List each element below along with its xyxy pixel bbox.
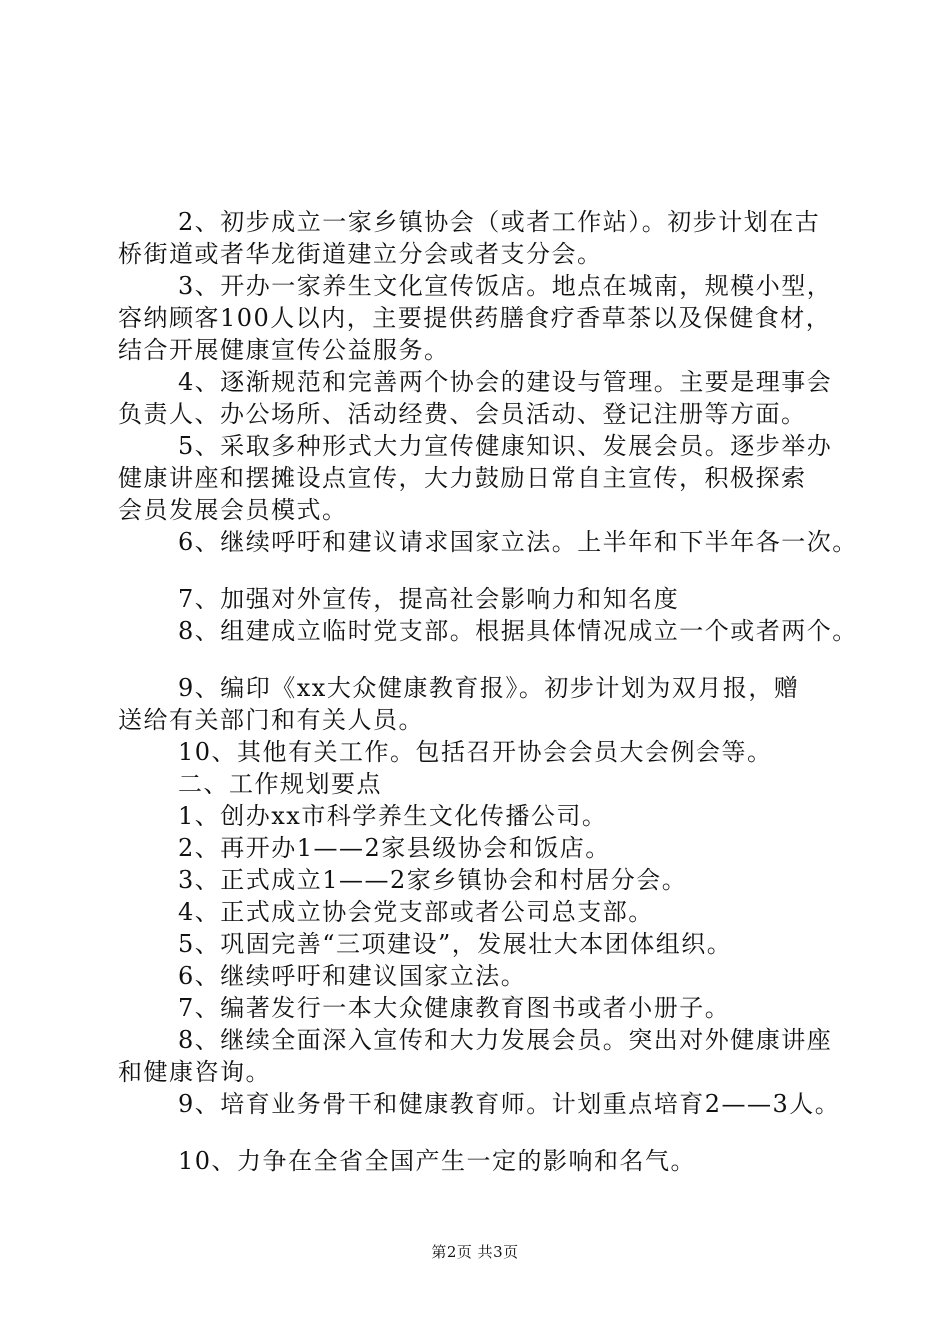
text-line: 1、创办xx市科学养生文化传播公司。 [178,802,608,830]
text-line: 6、继续呼吁和建议国家立法。 [178,962,527,990]
text-line: 容纳顾客100人以内，主要提供药膳食疗香草茶以及保健食材， [118,304,832,332]
text-line: 负责人、办公场所、活动经费、会员活动、登记注册等方面。 [118,400,807,428]
text-line: 10、力争在全省全国产生一定的影响和名气。 [178,1147,697,1175]
text-line: 5、巩固完善“三项建设”，发展壮大本团体组织。 [178,930,733,958]
page-number-footer: 第2页 共3页 [431,1243,519,1261]
text-line: 8、继续全面深入宣传和大力发展会员。突出对外健康讲座 [178,1026,833,1054]
section-heading: 二、工作规划要点 [178,770,382,798]
text-line: 6、继续呼吁和建议请求国家立法。上半年和下半年各一次。 [178,528,858,556]
text-line: 2、初步成立一家乡镇协会（或者工作站）。初步计划在古 [178,208,821,236]
text-line: 会员发展会员模式。 [118,496,348,524]
text-line: 结合开展健康宣传公益服务。 [118,336,450,364]
text-line: 4、正式成立协会党支部或者公司总支部。 [178,898,654,926]
text-line: 5、采取多种形式大力宣传健康知识、发展会员。逐步举办 [178,432,833,460]
text-line: 10、其他有关工作。包括召开协会会员大会例会等。 [178,738,773,766]
text-line: 9、编印《xx大众健康教育报》。初步计划为双月报，赠 [178,674,800,702]
text-line: 7、加强对外宣传，提高社会影响力和知名度 [178,585,680,613]
text-line: 健康讲座和摆摊设点宣传，大力鼓励日常自主宣传，积极探索 [118,464,807,492]
text-line: 4、逐渐规范和完善两个协会的建设与管理。主要是理事会 [178,368,833,396]
text-line: 3、开办一家养生文化宣传饭店。地点在城南，规模小型， [178,272,833,300]
text-line: 和健康咨询。 [118,1058,271,1086]
text-line: 8、组建成立临时党支部。根据具体情况成立一个或者两个。 [178,617,858,645]
text-line: 9、培育业务骨干和健康教育师。计划重点培育2——3人。 [178,1090,841,1118]
text-line: 3、正式成立1——2家乡镇协会和村居分会。 [178,866,688,894]
text-line: 桥街道或者华龙街道建立分会或者支分会。 [118,240,603,268]
text-line: 7、编著发行一本大众健康教育图书或者小册子。 [178,994,731,1022]
text-line: 送给有关部门和有关人员。 [118,706,424,734]
text-line: 2、再开办1——2家县级协会和饭店。 [178,834,611,862]
